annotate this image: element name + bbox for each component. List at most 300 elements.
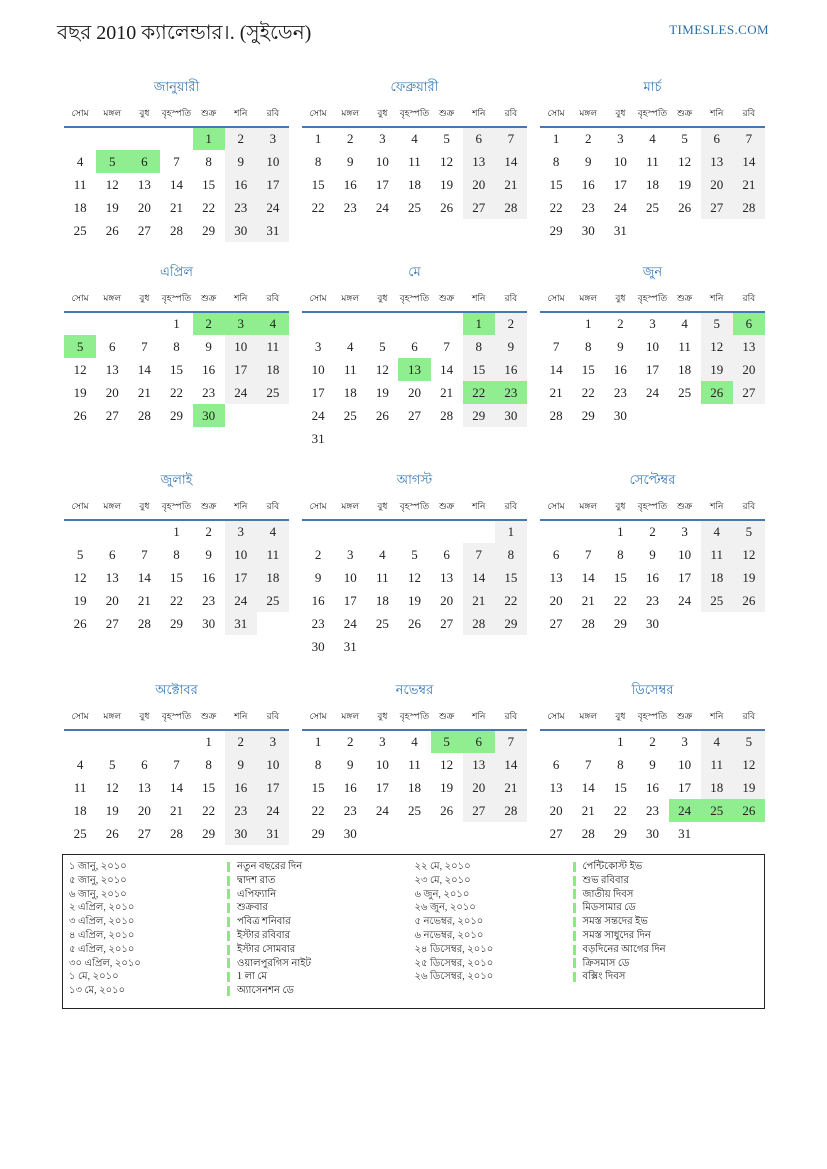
month-table: [64, 106, 289, 242]
day-cell: 17: [343, 592, 357, 608]
legend-date: ৫ জানু, ২০১০: [69, 874, 127, 886]
day-cell: 2: [617, 316, 624, 331]
weekday-header-cell: বুধ: [128, 709, 160, 730]
month-table: [64, 291, 289, 427]
legend-entry: [227, 943, 413, 957]
day-cell: 30: [225, 219, 257, 242]
day-cell: 10: [375, 756, 389, 772]
day-cell: 2: [225, 730, 257, 753]
day-cell: 27: [105, 615, 119, 631]
empty-cell: [572, 520, 604, 543]
empty-cell: [334, 520, 366, 543]
month-table: [64, 499, 289, 635]
day-cell: 18: [701, 566, 733, 589]
weekday-header-cell: মঙ্গল: [96, 709, 128, 730]
legend-label: শুভ রবিবার: [582, 874, 629, 886]
empty-cell: [495, 427, 527, 450]
day-cell: 29: [463, 404, 495, 427]
day-cell: 22: [549, 199, 563, 215]
day-cell: 20: [137, 802, 151, 818]
day-cell: 19: [375, 384, 389, 400]
empty-cell: [302, 312, 334, 335]
day-cell: 7: [463, 543, 495, 566]
day-cell: 10: [613, 153, 627, 169]
holiday-marker: [573, 972, 576, 982]
day-cell: 29: [549, 222, 563, 238]
day-cell: 25: [407, 199, 421, 215]
day-cell: 17: [225, 358, 257, 381]
day-cell: 18: [375, 592, 389, 608]
day-cell: 7: [584, 756, 592, 772]
weekday-header-cell: সোম: [302, 709, 334, 730]
empty-cell: [302, 520, 334, 543]
day-cell: 17: [613, 176, 627, 192]
day-cell: 19: [407, 592, 421, 608]
day-cell: 24: [225, 589, 257, 612]
day-cell: 23: [343, 199, 357, 215]
day-cell: 7: [552, 338, 560, 354]
day-cell: 8: [495, 543, 527, 566]
day-cell: 16: [613, 361, 627, 377]
day-cell: 25: [701, 589, 733, 612]
day-cell: 5: [76, 546, 84, 562]
day-cell: 10: [257, 753, 289, 776]
legend-entry: [227, 984, 413, 998]
day-cell: 23: [225, 196, 257, 219]
month-table: [540, 499, 765, 635]
day-cell: 24: [645, 384, 659, 400]
day-cell: 4: [649, 131, 656, 146]
legend-entry: [573, 874, 759, 888]
day-cell: 16: [343, 779, 357, 795]
weekday-header-cell: শনি: [463, 106, 495, 127]
day-cell: 26: [733, 799, 765, 822]
weekday-header-cell: শুক্র: [193, 499, 225, 520]
day-cell: 24: [678, 592, 692, 608]
legend-entry: [227, 874, 413, 888]
day-cell: 30: [311, 638, 325, 654]
day-cell: 26: [440, 802, 454, 818]
month-table: [302, 291, 527, 450]
day-cell: 8: [314, 756, 322, 772]
day-cell: 8: [584, 338, 592, 354]
day-cell: 29: [613, 825, 627, 841]
day-cell: 14: [169, 176, 183, 192]
month-table: [302, 106, 527, 219]
day-cell: 15: [581, 361, 595, 377]
day-cell: 12: [440, 153, 454, 169]
day-cell: 26: [375, 407, 389, 423]
day-cell: 4: [257, 520, 289, 543]
day-cell: 1: [495, 520, 527, 543]
day-cell: 22: [202, 199, 216, 215]
day-cell: 26: [678, 199, 692, 215]
day-cell: 8: [617, 756, 624, 772]
day-cell: 31: [225, 612, 257, 635]
weekday-header-cell: মঙ্গল: [96, 291, 128, 312]
day-cell: 9: [495, 335, 527, 358]
legend-entry: [227, 929, 413, 943]
day-cell: 23: [311, 615, 325, 631]
holiday-marker: [573, 889, 576, 899]
day-cell: 25: [701, 799, 733, 822]
empty-cell: [701, 219, 733, 242]
legend-entry: [227, 888, 413, 902]
weekday-header-cell: বুধ: [128, 499, 160, 520]
day-cell: 16: [202, 361, 216, 377]
legend-label: ওয়ালপুরগিস নাইট: [237, 957, 311, 969]
empty-cell: [701, 612, 733, 635]
day-cell: 20: [137, 199, 151, 215]
holiday-marker: [573, 931, 576, 941]
empty-cell: [398, 822, 430, 845]
weekday-header-cell: শুক্র: [431, 709, 463, 730]
day-cell: 20: [105, 592, 119, 608]
day-cell: 5: [431, 730, 463, 753]
month-title: অক্টোবর: [155, 682, 198, 697]
day-cell: 29: [169, 615, 183, 631]
day-cell: 7: [141, 546, 148, 562]
empty-cell: [572, 730, 604, 753]
day-cell: 24: [375, 802, 389, 818]
empty-cell: [225, 404, 257, 427]
day-cell: 29: [202, 222, 216, 238]
day-cell: 10: [225, 335, 257, 358]
day-cell: 22: [202, 802, 216, 818]
weekday-header-cell: বৃহস্পতি: [160, 499, 192, 520]
legend-date: ২৪ ডিসেম্বর, ২০১০: [414, 943, 494, 955]
month-table: [540, 291, 765, 427]
day-cell: 27: [105, 407, 119, 423]
day-cell: 12: [678, 153, 692, 169]
weekday-header-cell: শুক্র: [431, 499, 463, 520]
weekday-header-cell: রবি: [257, 291, 289, 312]
legend-entry: [227, 901, 413, 915]
holiday-marker: [573, 876, 576, 886]
legend-label: মিডসামার ডে: [582, 902, 636, 914]
empty-cell: [701, 822, 733, 845]
weekday-header-cell: শনি: [701, 709, 733, 730]
day-cell: 16: [645, 779, 659, 795]
legend-date: ৫ এপ্রিল, ২০১০: [69, 943, 135, 955]
day-cell: 23: [202, 384, 216, 400]
month-title: সেপ্টেম্বর: [629, 472, 676, 487]
month-title: আগস্ট: [396, 472, 433, 487]
empty-cell: [540, 730, 572, 753]
day-cell: 16: [225, 173, 257, 196]
empty-cell: [128, 127, 160, 150]
day-cell: 21: [495, 173, 527, 196]
day-cell: 1: [173, 316, 180, 331]
empty-cell: [669, 219, 701, 242]
day-cell: 3: [681, 524, 688, 539]
legend-label: সমস্ত সন্তদের ইভ: [582, 916, 648, 928]
day-cell: 11: [646, 153, 659, 169]
day-cell: 9: [649, 546, 656, 562]
day-cell: 17: [645, 361, 659, 377]
day-cell: 11: [408, 756, 421, 772]
day-cell: 4: [681, 316, 688, 331]
day-cell: 13: [398, 358, 430, 381]
weekday-header-cell: বুধ: [128, 106, 160, 127]
legend-date: ১ জানু, ২০১০: [69, 861, 127, 872]
legend-entry: [573, 957, 759, 971]
day-cell: 23: [343, 802, 357, 818]
day-cell: 1: [552, 131, 560, 146]
month-block: [64, 681, 289, 845]
day-cell: 25: [678, 384, 692, 400]
weekday-header-cell: শুক্র: [669, 709, 701, 730]
day-cell: 4: [379, 546, 386, 562]
weekday-header-cell: রবি: [495, 291, 527, 312]
day-cell: 29: [169, 407, 183, 423]
day-cell: 16: [225, 776, 257, 799]
day-cell: 17: [678, 569, 692, 585]
day-cell: 27: [440, 615, 454, 631]
day-cell: 27: [137, 222, 151, 238]
empty-cell: [160, 730, 192, 753]
day-cell: 14: [581, 569, 595, 585]
weekday-header-cell: শুক্র: [669, 499, 701, 520]
day-cell: 30: [343, 825, 357, 841]
day-cell: 23: [645, 592, 659, 608]
day-cell: 6: [443, 546, 450, 562]
month-title: এপ্রিল: [160, 264, 193, 279]
empty-cell: [64, 730, 96, 753]
empty-cell: [257, 612, 289, 635]
day-cell: 21: [137, 384, 151, 400]
day-cell: 18: [343, 384, 357, 400]
weekday-header-cell: সোম: [540, 106, 572, 127]
day-cell: 11: [257, 335, 289, 358]
day-cell: 8: [205, 153, 212, 169]
legend-entry: [573, 888, 759, 902]
legend-date: ৬ জানু, ২০১০: [69, 888, 127, 900]
day-cell: 20: [549, 802, 563, 818]
day-cell: 17: [257, 776, 289, 799]
day-cell: 1: [193, 127, 225, 150]
empty-cell: [431, 635, 463, 658]
day-cell: 24: [311, 407, 325, 423]
day-cell: 28: [463, 612, 495, 635]
holiday-marker: [227, 876, 230, 886]
month-title: জুন: [642, 264, 663, 279]
month-block: [540, 681, 765, 845]
weekday-header-cell: বৃহস্পতি: [398, 291, 430, 312]
empty-cell: [540, 520, 572, 543]
empty-cell: [257, 404, 289, 427]
month-block: [64, 78, 289, 242]
day-cell: 7: [173, 153, 180, 169]
day-cell: 13: [549, 779, 563, 795]
day-cell: 26: [701, 381, 733, 404]
weekday-header-cell: শুক্র: [193, 291, 225, 312]
day-cell: 3: [379, 734, 386, 749]
month-table: [540, 709, 765, 845]
empty-cell: [64, 520, 96, 543]
day-cell: 2: [314, 546, 322, 562]
day-cell: 7: [733, 127, 765, 150]
day-cell: 3: [257, 127, 289, 150]
weekday-header-cell: শুক্র: [193, 709, 225, 730]
day-cell: 13: [733, 335, 765, 358]
legend-date: ২৬ জুন, ২০১০: [414, 902, 476, 914]
empty-cell: [96, 520, 128, 543]
day-cell: 4: [701, 520, 733, 543]
holiday-marker: [573, 917, 576, 927]
empty-cell: [128, 730, 160, 753]
day-cell: 6: [108, 546, 116, 562]
empty-cell: [398, 520, 430, 543]
day-cell: 27: [733, 381, 765, 404]
empty-cell: [366, 520, 398, 543]
empty-cell: [431, 822, 463, 845]
month-block: [302, 78, 527, 219]
weekday-header-cell: শুক্র: [193, 106, 225, 127]
day-cell: 13: [105, 569, 119, 585]
holiday-marker: [227, 889, 230, 899]
day-cell: 28: [137, 407, 151, 423]
day-cell: 13: [463, 150, 495, 173]
month-title: জুলাই: [160, 472, 193, 487]
day-cell: 2: [346, 734, 354, 749]
day-cell: 3: [225, 520, 257, 543]
day-cell: 2: [495, 312, 527, 335]
weekday-header-cell: শনি: [701, 499, 733, 520]
weekday-header-cell: শুক্র: [669, 106, 701, 127]
day-cell: 21: [581, 802, 595, 818]
holiday-marker: [227, 986, 230, 996]
day-cell: 26: [440, 199, 454, 215]
day-cell: 4: [76, 756, 84, 772]
day-cell: 26: [105, 825, 119, 841]
empty-cell: [636, 404, 668, 427]
day-cell: 20: [105, 384, 119, 400]
empty-cell: [431, 427, 463, 450]
legend-entry: [573, 943, 759, 957]
weekday-header-cell: মঙ্গল: [572, 106, 604, 127]
legend-column: [415, 860, 759, 998]
day-cell: 21: [549, 384, 563, 400]
day-cell: 28: [169, 222, 183, 238]
day-cell: 8: [552, 153, 560, 169]
day-cell: 23: [645, 802, 659, 818]
day-cell: 9: [346, 153, 354, 169]
weekday-header-cell: সোম: [64, 291, 96, 312]
day-cell: 13: [137, 176, 151, 192]
weekday-header-cell: শনি: [701, 291, 733, 312]
day-cell: 13: [463, 753, 495, 776]
day-cell: 21: [581, 592, 595, 608]
day-cell: 9: [617, 338, 624, 354]
day-cell: 16: [202, 569, 216, 585]
day-cell: 3: [314, 338, 322, 354]
empty-cell: [463, 427, 495, 450]
holiday-marker: [573, 945, 576, 955]
legend-date: ১৩ মে, ২০১০: [69, 985, 126, 997]
day-cell: 4: [346, 338, 354, 354]
day-cell: 2: [649, 524, 656, 539]
day-cell: 2: [584, 131, 592, 146]
day-cell: 23: [225, 799, 257, 822]
day-cell: 28: [733, 196, 765, 219]
weekday-header-cell: মঙ্গল: [334, 106, 366, 127]
day-cell: 5: [733, 520, 765, 543]
weekday-header-cell: রবি: [257, 709, 289, 730]
weekday-header-cell: রবি: [733, 709, 765, 730]
legend-label: 1 লা মে: [237, 971, 267, 983]
day-cell: 23: [581, 199, 595, 215]
legend-label: অ্যাসেনশন ডে: [237, 985, 294, 997]
empty-cell: [669, 612, 701, 635]
empty-cell: [463, 635, 495, 658]
legend-date: ২ এপ্রিল, ২০১০: [69, 902, 135, 914]
month-title: মে: [408, 264, 421, 279]
page-header: [0, 0, 827, 51]
day-cell: 1: [314, 734, 322, 749]
day-cell: 20: [463, 776, 495, 799]
month-block: [540, 471, 765, 635]
day-cell: 14: [549, 361, 563, 377]
day-cell: 9: [584, 153, 592, 169]
day-cell: 11: [376, 569, 389, 585]
day-cell: 15: [463, 358, 495, 381]
day-cell: 27: [463, 799, 495, 822]
day-cell: 30: [202, 615, 216, 631]
day-cell: 28: [495, 799, 527, 822]
legend-label: দ্বাদশ রাত: [237, 874, 276, 886]
day-cell: 6: [141, 756, 148, 772]
day-cell: 17: [678, 779, 692, 795]
day-cell: 14: [137, 361, 151, 377]
day-cell: 21: [733, 173, 765, 196]
day-cell: 19: [701, 358, 733, 381]
legend-label: পেন্টিকোস্ট ইভ: [582, 861, 643, 872]
weekday-header-cell: বৃহস্পতি: [160, 291, 192, 312]
empty-cell: [495, 822, 527, 845]
weekday-header-cell: মঙ্গল: [96, 106, 128, 127]
day-cell: 5: [379, 338, 386, 354]
legend-date: ৩০ এপ্রিল, ২০১০: [69, 957, 141, 969]
day-cell: 10: [645, 338, 659, 354]
weekday-header-cell: শনি: [463, 499, 495, 520]
day-cell: 6: [411, 338, 418, 354]
empty-cell: [96, 730, 128, 753]
weekday-header-cell: বুধ: [604, 291, 636, 312]
day-cell: 31: [257, 822, 289, 845]
day-cell: 25: [645, 199, 659, 215]
day-cell: 22: [495, 589, 527, 612]
day-cell: 4: [701, 730, 733, 753]
day-cell: 1: [617, 524, 624, 539]
day-cell: 25: [375, 615, 389, 631]
site-link[interactable]: TIMESLES.COM: [669, 22, 769, 37]
day-cell: 21: [440, 384, 454, 400]
empty-cell: [96, 127, 128, 150]
day-cell: 25: [407, 802, 421, 818]
weekday-header-cell: সোম: [540, 291, 572, 312]
day-cell: 21: [169, 802, 183, 818]
day-cell: 7: [495, 730, 527, 753]
day-cell: 20: [440, 592, 454, 608]
holiday-marker: [227, 903, 230, 913]
weekday-header-cell: শনি: [463, 709, 495, 730]
legend-entry: [573, 901, 759, 915]
weekday-header-cell: বৃহস্পতি: [398, 106, 430, 127]
day-cell: 10: [678, 756, 692, 772]
day-cell: 29: [613, 615, 627, 631]
day-cell: 7: [141, 338, 148, 354]
